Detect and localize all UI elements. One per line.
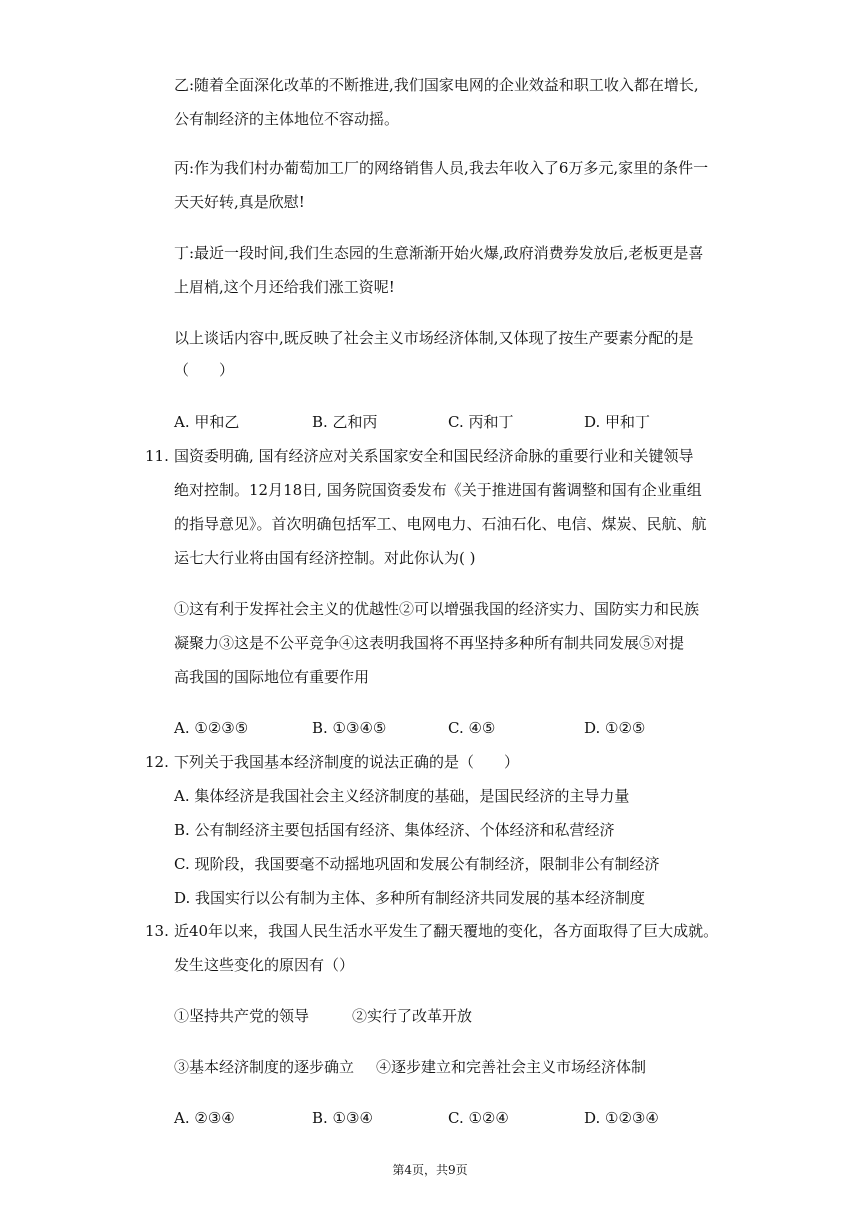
q13-item-4: ④逐步建立和完善社会主义市场经济体制 [376, 1058, 647, 1076]
q11-items-line-2: 凝聚力③这是不公平竞争④这表明我国将不再坚持多种所有制共同发展⑤对提 [174, 634, 685, 652]
q10-option-d: D. 甲和丁 [584, 413, 651, 431]
q11-items-line-1: ①这有利于发挥社会主义的优越性②可以增强我国的经济实力、国防实力和民族 [174, 600, 700, 618]
q10-stem-line-1: 以上谈话内容中,既反映了社会主义市场经济体制,又体现了按生产要素分配的是 [174, 329, 694, 347]
q10-stem-line-2: （ ） [174, 361, 235, 379]
q11-option-a: A. ①②③⑤ [174, 719, 249, 737]
q13-item-2: ②实行了改革开放 [352, 1007, 473, 1025]
dialog-ding-line-2: 上眉梢,这个月还给我们涨工资呢! [174, 278, 395, 296]
q12-option-b: B. 公有制经济主要包括国有经济、集体经济、个体经济和私营经济 [174, 821, 615, 839]
q13-item-1: ①坚持共产党的领导 [174, 1007, 310, 1025]
q11-stem-line-4: 运七大行业将由国有经济控制。对此你认为( ) [174, 549, 476, 567]
q11-option-d: D. ①②⑤ [584, 719, 646, 737]
q10-option-c: C. 丙和丁 [448, 413, 514, 431]
q13-stem-line-2: 发生这些变化的原因有（） [174, 956, 355, 974]
q13-option-a: A. ②③④ [174, 1109, 235, 1127]
q13-option-b: B. ①③④ [312, 1109, 373, 1127]
q11-stem-line-1: 国资委明确, 国有经济应对关系国家安全和国民经济命脉的重要行业和关键领导 [174, 447, 694, 465]
q11-option-b: B. ①③④⑤ [312, 719, 387, 737]
q10-option-a: A. 甲和乙 [174, 413, 240, 431]
q10-option-b: B. 乙和丙 [312, 413, 378, 431]
q13-item-3: ③基本经济制度的逐步确立 [174, 1058, 355, 1076]
q12-number: 12. [145, 753, 169, 771]
q13-stem-line-1: 近40年以来，我国人民生活水平发生了翻天覆地的变化，各方面取得了巨大成就。 [174, 922, 719, 940]
q11-option-c: C. ④⑤ [448, 719, 496, 737]
dialog-bing-line-2: 天天好转,真是欣慰! [174, 193, 305, 211]
page-footer: 第4页，共9页 [392, 1163, 468, 1177]
q12-stem: 下列关于我国基本经济制度的说法正确的是（ ） [174, 753, 520, 771]
q11-items-line-3: 高我国的国际地位有重要作用 [174, 668, 370, 686]
q12-option-a: A. 集体经济是我国社会主义经济制度的基础，是国民经济的主导力量 [174, 787, 630, 805]
q13-option-c: C. ①②④ [448, 1109, 509, 1127]
q11-stem-line-3: 的指导意见》。首次明确包括军工、电网电力、石油石化、电信、煤炭、民航、航 [174, 515, 707, 533]
q13-option-d: D. ①②③④ [584, 1109, 659, 1127]
q11-number: 11. [145, 447, 169, 465]
q13-number: 13. [145, 922, 169, 940]
dialog-yi-line-2: 公有制经济的主体地位不容动摇。 [174, 110, 400, 128]
q12-option-c: C. 现阶段，我国要毫不动摇地巩固和发展公有制经济，限制非公有制经济 [174, 855, 660, 873]
dialog-bing-line-1: 丙:作为我们村办葡萄加工厂的网络销售人员,我去年收入了6万多元,家里的条件一 [174, 159, 709, 177]
dialog-yi-line-1: 乙:随着全面深化改革的不断推进,我们国家电网的企业效益和职工收入都在增长, [174, 76, 699, 94]
q11-stem-line-2: 绝对控制。12月18日, 国务院国资委发布《关于推进国有酱调整和国有企业重组 [174, 481, 702, 499]
dialog-ding-line-1: 丁:最近一段时间,我们生态园的生意渐渐开始火爆,政府消费券发放后,老板更是喜 [174, 244, 704, 262]
q12-option-d: D. 我国实行以公有制为主体、多种所有制经济共同发展的基本经济制度 [174, 889, 646, 907]
